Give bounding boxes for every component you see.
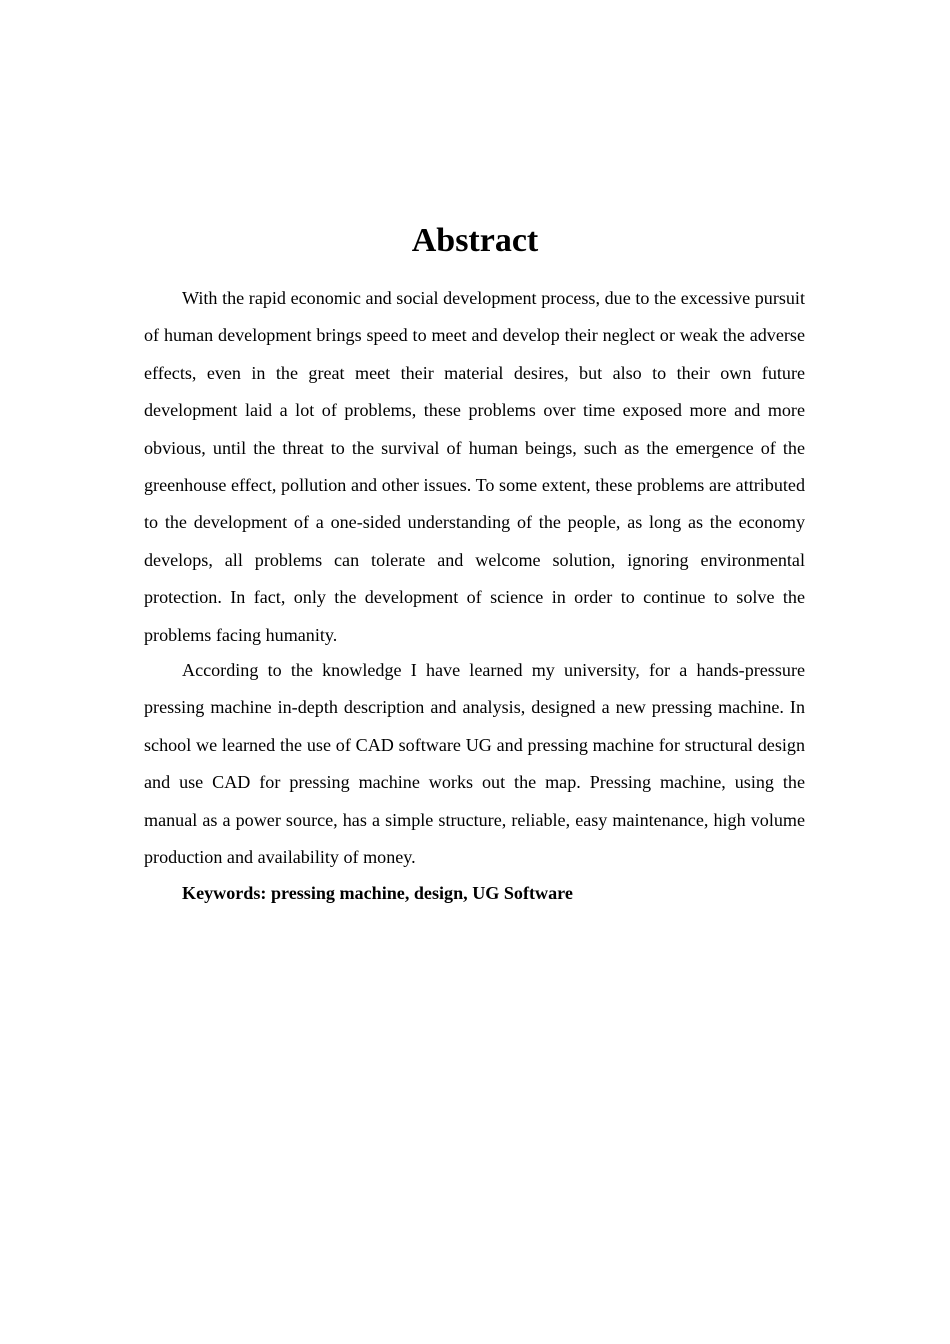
abstract-paragraph-1: With the rapid economic and social development process, due to the excessive pursuit of human development brings speed to meet and develop their neglect or weak the adverse effects, even in the great meet their material desires, but also to their own future development laid a lot of problems, these problems over time exposed more and more obvious, until the threat to the survival of human beings, such as the emergence of the greenhouse effect, pollution and other issues. To some extent, these problems are attributed to the development of a one-sided understanding of the people, as long as the economy develops, all problems can tolerate and welcome solution, ignoring environmental protection. In fact, only the development of science in order to continue to solve the problems facing humanity. [144, 288, 805, 645]
keywords-line: Keywords: pressing machine, design, UG Software [182, 882, 573, 903]
abstract-body [144, 280, 805, 912]
abstract-heading: Abstract [411, 222, 539, 259]
abstract-paragraph-2: According to the knowledge I have learned my university, for a hands-pressure pressing machine in-depth description and analysis, designed a new pressing machine. In school we learned the use of CAD software UG and pressing machine for structural design and use CAD for pressing machine works out the map. Pressing machine, using the manual as a power source, has a simple structure, reliable, easy maintenance, high volume production and availability of money. [144, 660, 805, 868]
